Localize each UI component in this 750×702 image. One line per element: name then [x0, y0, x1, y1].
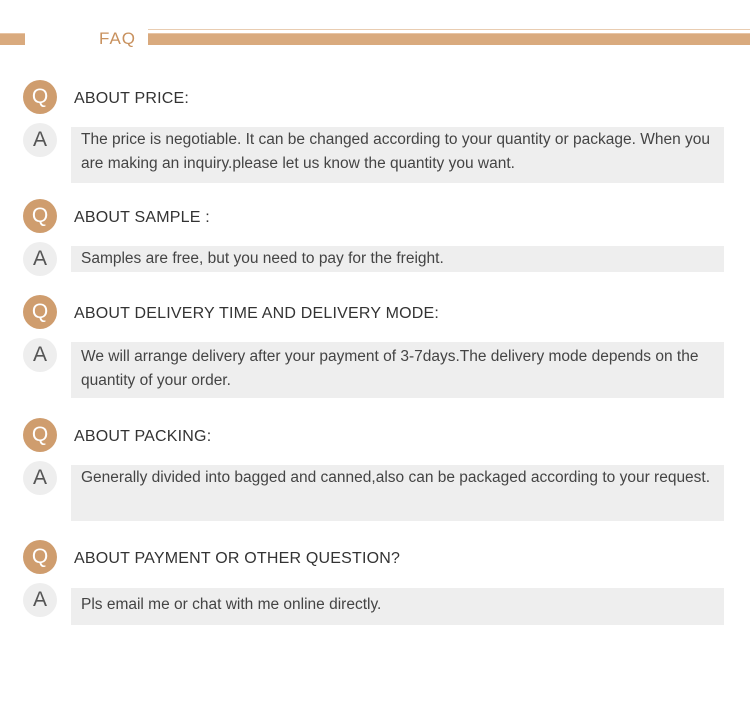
- question-text: ABOUT PAYMENT OR OTHER QUESTION?: [74, 550, 401, 567]
- question-badge-icon: Q: [23, 199, 57, 233]
- answer-text: The price is negotiable. It can be changed according to your quantity or package. When you are making an inquiry.please let us know the quantity you want.: [71, 127, 724, 183]
- question-text: ABOUT DELIVERY TIME AND DELIVERY MODE:: [74, 305, 440, 322]
- answer-text: Generally divided into bagged and canned,also can be packaged according to your request.: [71, 465, 724, 521]
- question-text: ABOUT SAMPLE :: [74, 209, 210, 226]
- question-badge-icon: Q: [23, 295, 57, 329]
- question-text: ABOUT PACKING:: [74, 428, 212, 445]
- question-badge-icon: Q: [23, 418, 57, 452]
- answer-badge-icon: A: [23, 242, 57, 276]
- header-bar-left: [0, 33, 25, 45]
- answer-text: We will arrange delivery after your payment of 3-7days.The delivery mode depends on the quantity of your order.: [71, 342, 724, 398]
- page-title: FAQ: [99, 29, 137, 48]
- answer-badge-icon: A: [23, 583, 57, 617]
- header-bar-right: [148, 33, 750, 45]
- question-badge-icon: Q: [23, 540, 57, 574]
- answer-text: Pls email me or chat with me online directly.: [71, 588, 724, 625]
- answer-badge-icon: A: [23, 461, 57, 495]
- answer-badge-icon: A: [23, 338, 57, 372]
- answer-badge-icon: A: [23, 123, 57, 157]
- question-text: ABOUT PRICE:: [74, 90, 190, 107]
- answer-text: Samples are free, but you need to pay for the freight.: [71, 246, 724, 272]
- question-badge-icon: Q: [23, 80, 57, 114]
- header-thin-line: [148, 29, 750, 30]
